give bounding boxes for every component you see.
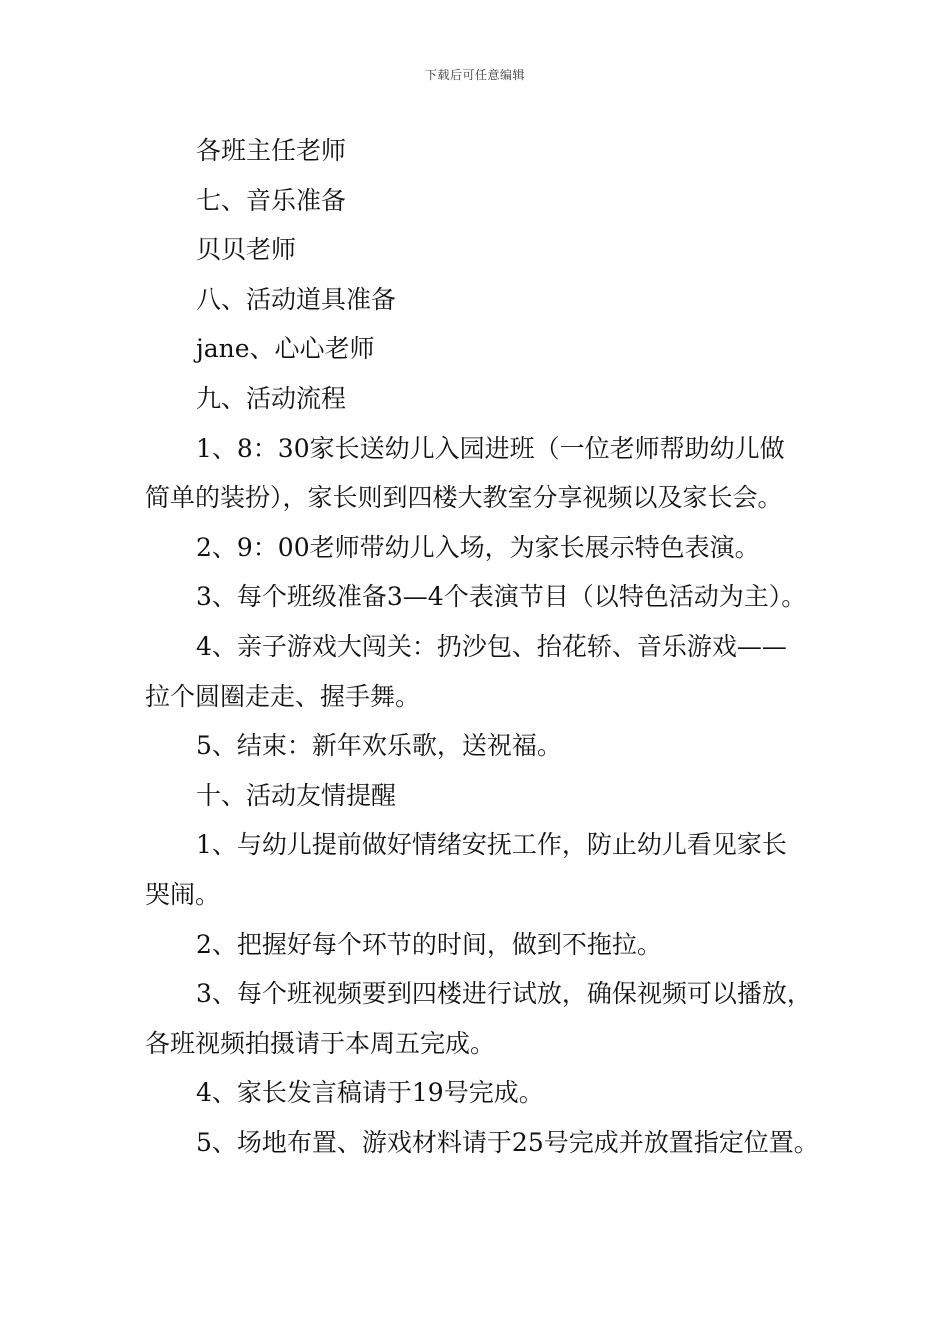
list-item: 4、家长发言稿请于19号完成。 xyxy=(196,1078,544,1108)
list-item-continuation: 各班视频拍摄请于本周五完成。 xyxy=(145,1028,496,1058)
list-item: 3、每个班视频要到四楼进行试放，确保视频可以播放， xyxy=(196,979,812,1009)
list-item-continuation: 哭闹。 xyxy=(145,879,221,909)
section-heading: 十、活动友情提醒 xyxy=(196,780,397,810)
section-heading: 八、活动道具准备 xyxy=(196,284,397,314)
section-heading: 九、活动流程 xyxy=(196,383,347,413)
list-item: 2、把握好每个环节的时间，做到不拖拉。 xyxy=(196,929,662,959)
list-item-continuation: 拉个圆圈走走、握手舞。 xyxy=(145,681,421,711)
list-item: 5、场地布置、游戏材料请于25号完成并放置指定位置。 xyxy=(196,1127,819,1157)
list-item: 1、与幼儿提前做好情绪安抚工作，防止幼儿看见家长 xyxy=(196,830,787,860)
section-heading: 七、音乐准备 xyxy=(196,185,347,215)
list-item: 1、8：30家长送幼儿入园进班（一位老师帮助幼儿做 xyxy=(196,433,785,463)
document-body xyxy=(145,126,825,1167)
paragraph-line: 各班主任老师 xyxy=(196,136,347,165)
list-item: 3、每个班级准备3—4个表演节目（以特色活动为主）。 xyxy=(196,582,807,612)
paragraph-line: 贝贝老师 xyxy=(196,235,297,265)
list-item: 2、9：00老师带幼儿入场，为家长展示特色表演。 xyxy=(196,532,760,562)
list-item-continuation: 简单的装扮），家长则到四楼大教室分享视频以及家长会。 xyxy=(145,483,783,513)
list-item: 5、结束：新年欢乐歌，送祝福。 xyxy=(196,731,562,761)
list-item: 4、亲子游戏大闯关：扔沙包、抬花轿、音乐游戏—— xyxy=(196,631,787,661)
page-header: 下载后可任意编辑 xyxy=(424,68,525,82)
paragraph-line: jane、心心老师 xyxy=(196,334,375,364)
